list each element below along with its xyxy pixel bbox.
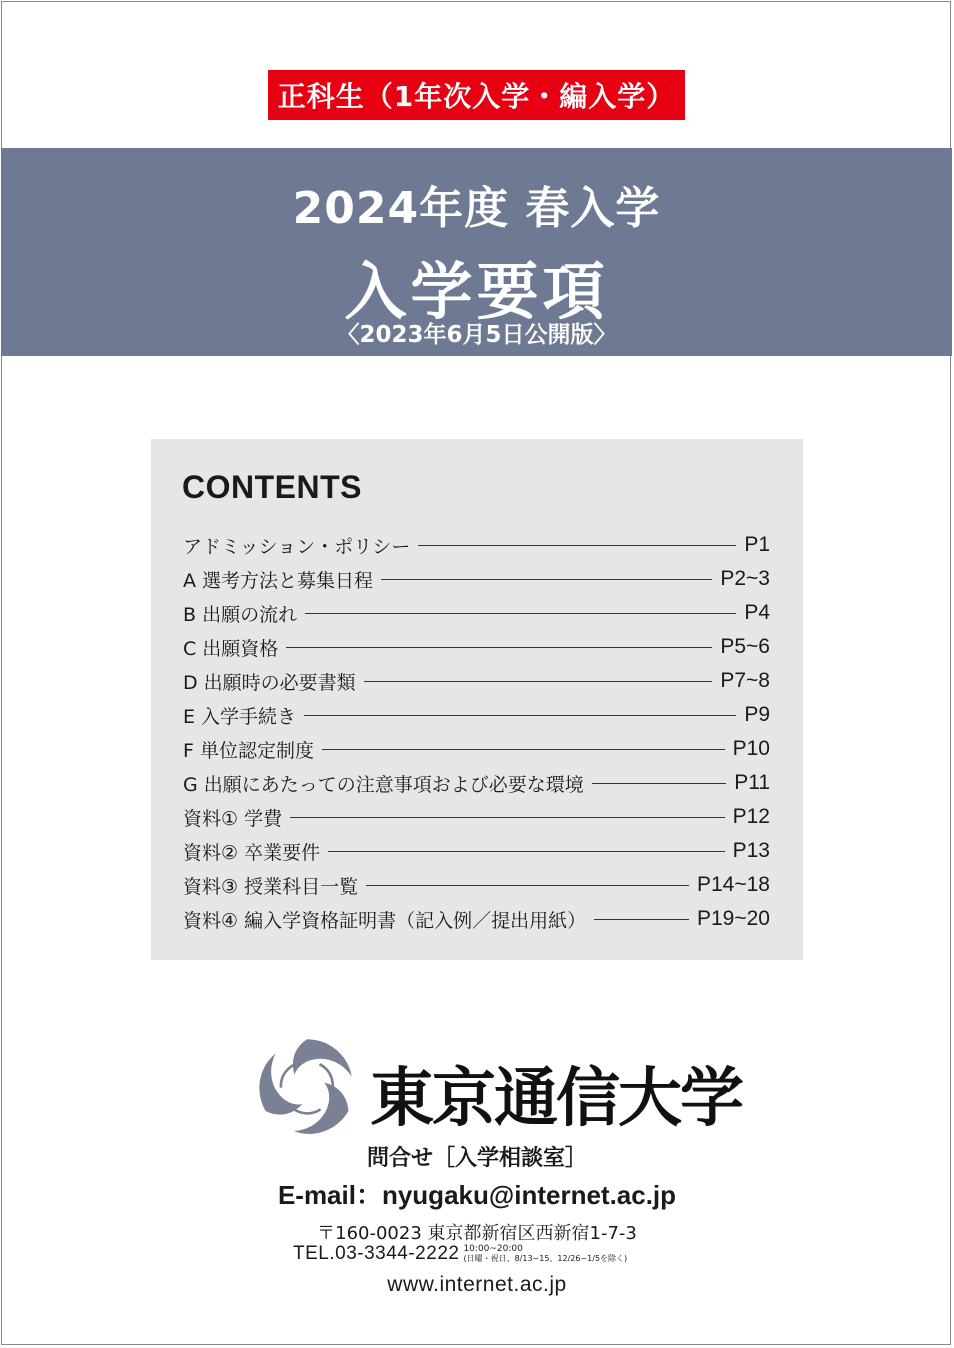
toc-item-page: P12 xyxy=(732,805,770,828)
toc-item[interactable] xyxy=(183,630,770,664)
toc-item[interactable] xyxy=(183,902,770,936)
toc-item-label: 資料② 卒業要件 xyxy=(183,841,321,864)
contact-title: 問合せ［入学相談室］ xyxy=(366,1146,587,1171)
toc-leader-line xyxy=(305,613,736,614)
toc-item-label: 資料③ 授業科目一覧 xyxy=(183,875,359,898)
page-title: 入学要項 xyxy=(344,255,609,328)
toc-item-page: P7~8 xyxy=(720,669,770,692)
toc-item-label: C 出願資格 xyxy=(183,637,279,660)
toc-item-label: アドミッション・ポリシー xyxy=(183,535,411,558)
toc-item[interactable] xyxy=(183,732,770,766)
toc-item-label: E 入学手続き xyxy=(183,705,297,728)
title-band xyxy=(1,148,952,356)
university-emblem-icon xyxy=(255,1033,359,1137)
toc-item-page: P13 xyxy=(732,839,770,862)
toc-item[interactable] xyxy=(183,868,770,902)
telephone-notes xyxy=(463,1244,627,1264)
toc-item-label: A 選考方法と募集日程 xyxy=(183,569,374,592)
toc-item[interactable] xyxy=(183,766,770,800)
toc-item-page: P9 xyxy=(744,703,770,726)
toc-leader-line xyxy=(364,681,713,682)
toc-item-page: P2~3 xyxy=(720,567,770,590)
toc-leader-line xyxy=(594,919,689,920)
toc-leader-line xyxy=(418,545,736,546)
toc-item-label: 資料① 学費 xyxy=(183,807,283,830)
toc-item[interactable] xyxy=(183,664,770,698)
toc-leader-line xyxy=(328,851,725,852)
toc-leader-line xyxy=(366,885,689,886)
toc-item-label: D 出願時の必要書類 xyxy=(183,671,356,694)
telephone-closed-days: (日曜・祝日、8/13~15、12/26~1/5を除く) xyxy=(463,1254,628,1263)
toc-item[interactable] xyxy=(183,528,770,562)
student-type-badge xyxy=(268,70,685,120)
toc-item-page: P4 xyxy=(744,601,770,624)
telephone-hours: 10:00~20:00 xyxy=(463,1244,523,1254)
toc-leader-line xyxy=(286,647,712,648)
toc-item-page: P11 xyxy=(734,771,770,794)
student-type-badge-text: 正科生（1年次入学・編入学） xyxy=(277,80,676,113)
toc-item-page: P10 xyxy=(732,737,770,760)
toc-leader-line xyxy=(304,715,736,716)
toc-item-page: P5~6 xyxy=(720,635,770,658)
university-logo xyxy=(255,1033,742,1137)
year-line: 2024年度 春入学 xyxy=(292,183,661,234)
contents-box xyxy=(151,439,803,960)
toc-list xyxy=(183,528,770,936)
contents-heading: CONTENTS xyxy=(182,469,362,505)
toc-item[interactable] xyxy=(183,562,770,596)
toc-item-label: G 出願にあたっての注意事項および必要な環境 xyxy=(183,773,584,796)
toc-item[interactable] xyxy=(183,834,770,868)
website-url[interactable]: www.internet.ac.jp xyxy=(387,1273,567,1296)
toc-item-page: P19~20 xyxy=(697,907,770,930)
postal-address: 〒160-0023 東京都新宿区西新宿1-7-3 xyxy=(317,1223,637,1244)
telephone-line xyxy=(293,1243,627,1265)
contact-email[interactable]: E-mail：nyugaku@internet.ac.jp xyxy=(277,1180,677,1210)
toc-item-label: F 単位認定制度 xyxy=(183,739,314,762)
toc-leader-line xyxy=(592,783,726,784)
toc-item[interactable] xyxy=(183,698,770,732)
toc-item-page: P14~18 xyxy=(697,873,770,896)
university-name: 東京通信大学 xyxy=(370,1062,742,1136)
toc-leader-line xyxy=(381,579,712,580)
toc-item[interactable] xyxy=(183,596,770,630)
toc-item-page: P1 xyxy=(744,533,770,556)
toc-leader-line xyxy=(290,817,725,818)
toc-item-label: B 出願の流れ xyxy=(183,603,298,626)
toc-leader-line xyxy=(322,749,725,750)
toc-item[interactable] xyxy=(183,800,770,834)
toc-item-label: 資料④ 編入学資格証明書（記入例／提出用紙） xyxy=(183,909,587,932)
telephone-number[interactable]: TEL.03-3344-2222 xyxy=(293,1243,460,1264)
published-date: 〈2023年6月5日公開版〉 xyxy=(336,322,617,348)
